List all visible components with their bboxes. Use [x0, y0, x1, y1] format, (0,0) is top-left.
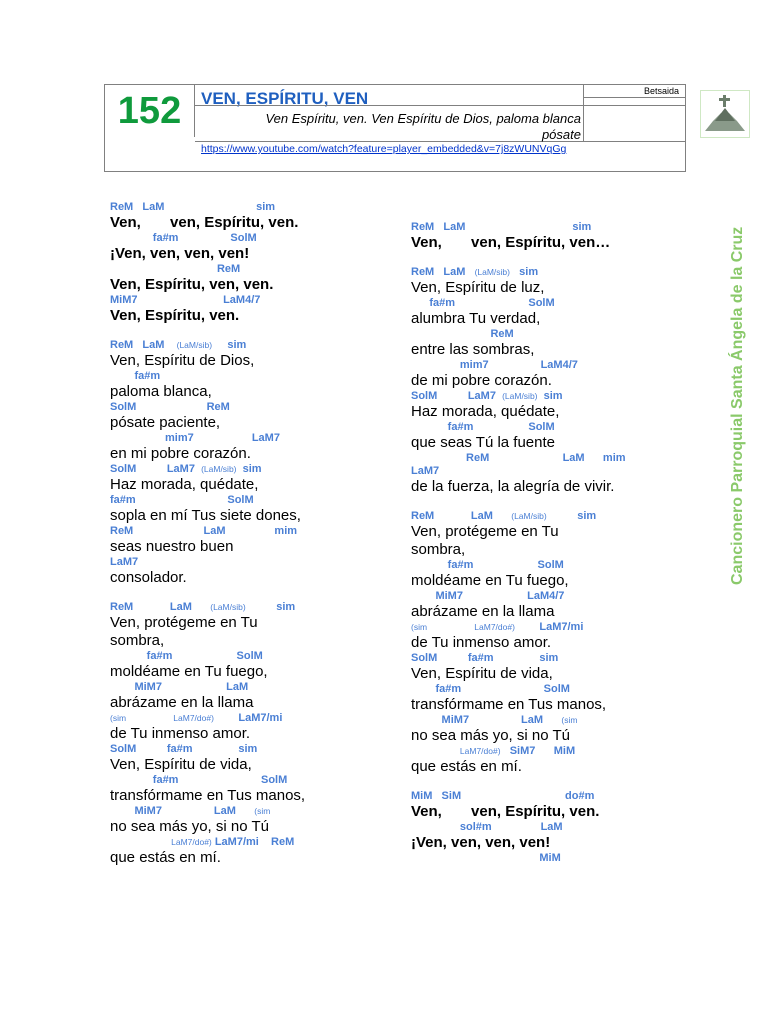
chord-alt-text: (sim	[254, 806, 271, 816]
chord-line	[411, 465, 701, 478]
chord-line	[411, 683, 701, 696]
subtitle-line: Ven Espíritu, ven. Ven Espíritu de Dios, paloma blanca	[265, 111, 581, 126]
chord-alt-text: (LaM/sib)	[474, 267, 510, 277]
lyric-line: Ven, Espíritu de vida,	[110, 756, 252, 773]
chord-text: fa#m SolM	[110, 494, 254, 506]
chord-text: MiM7 LaM4/7	[110, 294, 261, 306]
chord-text: fa#m	[110, 370, 161, 382]
chord-text: SolM LaM7	[110, 463, 202, 475]
chord-text: sim	[212, 339, 247, 351]
chord-text: sim	[537, 390, 563, 402]
chord-alt-text: (LaM/sib)	[201, 464, 237, 474]
lyric-line: sombra,	[110, 632, 165, 649]
chord-line	[411, 745, 701, 758]
lyrics-column-right	[411, 221, 701, 865]
chord-text: LaM7	[411, 465, 440, 477]
chord-text: ReM	[110, 263, 241, 275]
lyric-line: alumbra Tu verdad,	[411, 310, 541, 327]
chord-text: sim	[546, 510, 597, 522]
chord-text: ReM LaM	[411, 266, 475, 278]
chord-line	[411, 390, 701, 403]
chord-text: ReM LaM	[411, 510, 512, 522]
chord-line	[110, 774, 400, 787]
chord-text: mim7 LaM7	[110, 432, 280, 444]
chord-line	[411, 590, 701, 603]
chord-line	[110, 370, 400, 383]
stanza-gap	[110, 325, 400, 339]
chord-text: fa#m SolM	[110, 774, 288, 786]
chord-line	[110, 601, 400, 614]
chord-text: fa#m SolM	[411, 297, 555, 309]
chord-line	[110, 401, 400, 414]
chord-line	[110, 805, 400, 818]
chord-line	[110, 494, 400, 507]
side-label: Cancionero Parroquial Santa Ángela de la Cruz	[729, 226, 746, 585]
lyric-line: Ven, Espíritu, ven, ven.	[110, 276, 274, 293]
chord-alt-text: (LaM/sib)	[502, 391, 538, 401]
chord-text: MiM7 LaM	[411, 714, 562, 726]
youtube-link[interactable]: https://www.youtube.com/watch?feature=player_embedded&v=7j8zWUNVqGg	[201, 143, 567, 155]
chord-alt-text: LaM7/do#)	[171, 837, 212, 847]
chord-line	[411, 421, 701, 434]
lyric-line: de Tu inmenso amor.	[411, 634, 552, 651]
chord-text: SolM fa#m sim	[110, 743, 258, 755]
lyric-line: de Tu inmenso amor.	[110, 725, 251, 742]
chord-text: fa#m SolM	[411, 559, 564, 571]
chord-text: sim	[510, 266, 539, 278]
chord-line	[110, 681, 400, 694]
chord-text: MiM SiM do#m	[411, 790, 595, 802]
lyric-line: sopla en mí Tus siete dones,	[110, 507, 301, 524]
song-title: VEN, ESPÍRITU, VEN	[201, 89, 369, 108]
chord-alt-text: LaM7/do#)	[459, 746, 501, 756]
chord-text: fa#m SolM	[411, 683, 570, 695]
song-subtitle	[201, 111, 581, 143]
stanza-gap	[110, 587, 400, 601]
chord-text: LaM7/mi	[514, 621, 584, 633]
lyric-line: Ven, ven, Espíritu, ven.	[110, 214, 299, 231]
lyrics-column-left	[110, 201, 400, 867]
lyric-line: paloma blanca,	[110, 383, 212, 400]
chord-text: fa#m SolM	[110, 650, 263, 662]
chord-line	[411, 452, 701, 465]
chord-line	[110, 525, 400, 538]
chord-line	[110, 463, 400, 476]
chord-line	[110, 294, 400, 307]
stanza-gap	[411, 776, 701, 790]
chord-text: SolM ReM	[110, 401, 230, 413]
subtitle-line: pósate	[541, 127, 581, 142]
chord-line	[110, 232, 400, 245]
chord-text: MiM7 LaM	[110, 805, 255, 817]
chord-text: ReM LaM	[110, 339, 177, 351]
chord-line	[110, 339, 400, 352]
chord-text: ReM LaM sim	[110, 201, 276, 213]
chord-alt-text: (LaM/sib)	[210, 602, 246, 612]
chord-line	[110, 556, 400, 569]
header-divider	[195, 105, 685, 106]
chord-text: SolM fa#m sim	[411, 652, 559, 664]
chord-text: sim	[245, 601, 296, 613]
chord-line	[110, 743, 400, 756]
song-header	[104, 84, 686, 172]
chord-text: ReM LaM	[110, 601, 211, 613]
chord-line	[411, 297, 701, 310]
chord-alt-text: (LaM/sib)	[511, 511, 547, 521]
lyric-line: entre las sombras,	[411, 341, 535, 358]
chord-line	[411, 790, 701, 803]
chord-text: LaM7/mi ReM	[211, 836, 295, 848]
chord-text: sim	[236, 463, 262, 475]
chord-text: mim7 LaM4/7	[411, 359, 578, 371]
lyric-line: abrázame en la llama	[411, 603, 555, 620]
lyric-line: que estás en mí.	[411, 758, 522, 775]
chord-line	[110, 263, 400, 276]
chord-text: LaM7/mi	[213, 712, 283, 724]
chord-alt-text: (sim LaM7/do#)	[411, 622, 515, 632]
lyric-line: transfórmame en Tus manos,	[110, 787, 306, 804]
song-number: 152	[105, 85, 195, 137]
chord-line	[411, 821, 701, 834]
lyric-line: Haz morada, quédate,	[411, 403, 560, 420]
chord-line	[110, 712, 400, 725]
lyric-line: Ven, ven, Espíritu, ven.	[411, 803, 600, 820]
chord-line	[411, 559, 701, 572]
song-author: Betsaida	[583, 85, 685, 98]
lyric-line: no sea más yo, si no Tú	[110, 818, 269, 835]
chord-line	[110, 836, 400, 849]
chord-line	[411, 221, 701, 234]
chord-text: MiM7 LaM4/7	[411, 590, 565, 602]
chord-line	[411, 652, 701, 665]
chord-text: LaM7	[110, 556, 139, 568]
chord-text	[110, 836, 171, 848]
lyric-line: en mi pobre corazón.	[110, 445, 251, 462]
lyric-line: moldéame en Tu fuego,	[110, 663, 268, 680]
lyric-line: de mi pobre corazón.	[411, 372, 552, 389]
chord-line	[110, 201, 400, 214]
chord-text	[411, 745, 460, 757]
lyric-line: Ven, protégeme en Tu	[110, 614, 258, 631]
lyric-line: Ven, Espíritu de luz,	[411, 279, 545, 296]
chord-text: SiM7 MiM	[500, 745, 576, 757]
chord-line	[411, 621, 701, 634]
chord-text: ReM LaM sim	[411, 221, 592, 233]
lyric-line: Ven, Espíritu de vida,	[411, 665, 553, 682]
chord-text: ReM	[411, 328, 514, 340]
lyric-line: que estás en mí.	[110, 849, 221, 866]
lyric-line: no sea más yo, si no Tú	[411, 727, 570, 744]
chord-line	[411, 510, 701, 523]
chord-text: sol#m LaM	[411, 821, 563, 833]
lyric-line: consolador.	[110, 569, 187, 586]
lyric-line: ¡Ven, ven, ven, ven!	[411, 834, 551, 851]
lyric-line: Ven, protégeme en Tu	[411, 523, 559, 540]
lyric-line: seas nuestro buen	[110, 538, 234, 555]
chord-text: MiM7 LaM	[110, 681, 249, 693]
chord-text: ReM LaM mim	[110, 525, 298, 537]
chord-text: ReM LaM mim	[411, 452, 626, 464]
chord-alt-text: (LaM/sib)	[176, 340, 213, 350]
chord-text: fa#m SolM	[110, 232, 257, 244]
lyric-line: transfórmame en Tus manos,	[411, 696, 607, 713]
lyric-line: Haz morada, quédate,	[110, 476, 259, 493]
lyric-line: ¡Ven, ven, ven, ven!	[110, 245, 250, 262]
lyric-line: pósate paciente,	[110, 414, 221, 431]
chord-text: SolM LaM7	[411, 390, 503, 402]
chord-alt-text: (sim	[561, 715, 578, 725]
stanza-gap	[411, 496, 701, 510]
chord-text: MiM	[411, 852, 561, 864]
chord-alt-text: (sim LaM7/do#)	[110, 713, 214, 723]
chord-line	[411, 852, 701, 865]
stanza-gap	[411, 252, 701, 266]
lyric-line: sombra,	[411, 541, 466, 558]
chord-line	[411, 328, 701, 341]
lyric-line: Ven, ven, Espíritu, ven…	[411, 234, 611, 251]
chord-line	[411, 266, 701, 279]
chord-line	[411, 714, 701, 727]
chord-line	[110, 650, 400, 663]
lyric-line: moldéame en Tu fuego,	[411, 572, 569, 589]
chord-line	[110, 432, 400, 445]
lyric-line: abrázame en la llama	[110, 694, 254, 711]
lyric-line: Ven, Espíritu, ven.	[110, 307, 240, 324]
lyric-line: Ven, Espíritu de Dios,	[110, 352, 255, 369]
lyric-line: que seas Tú la fuente	[411, 434, 555, 451]
chord-text: fa#m SolM	[411, 421, 555, 433]
chord-line	[411, 359, 701, 372]
lyric-line: de la fuerza, la alegría de vivir.	[411, 478, 615, 495]
